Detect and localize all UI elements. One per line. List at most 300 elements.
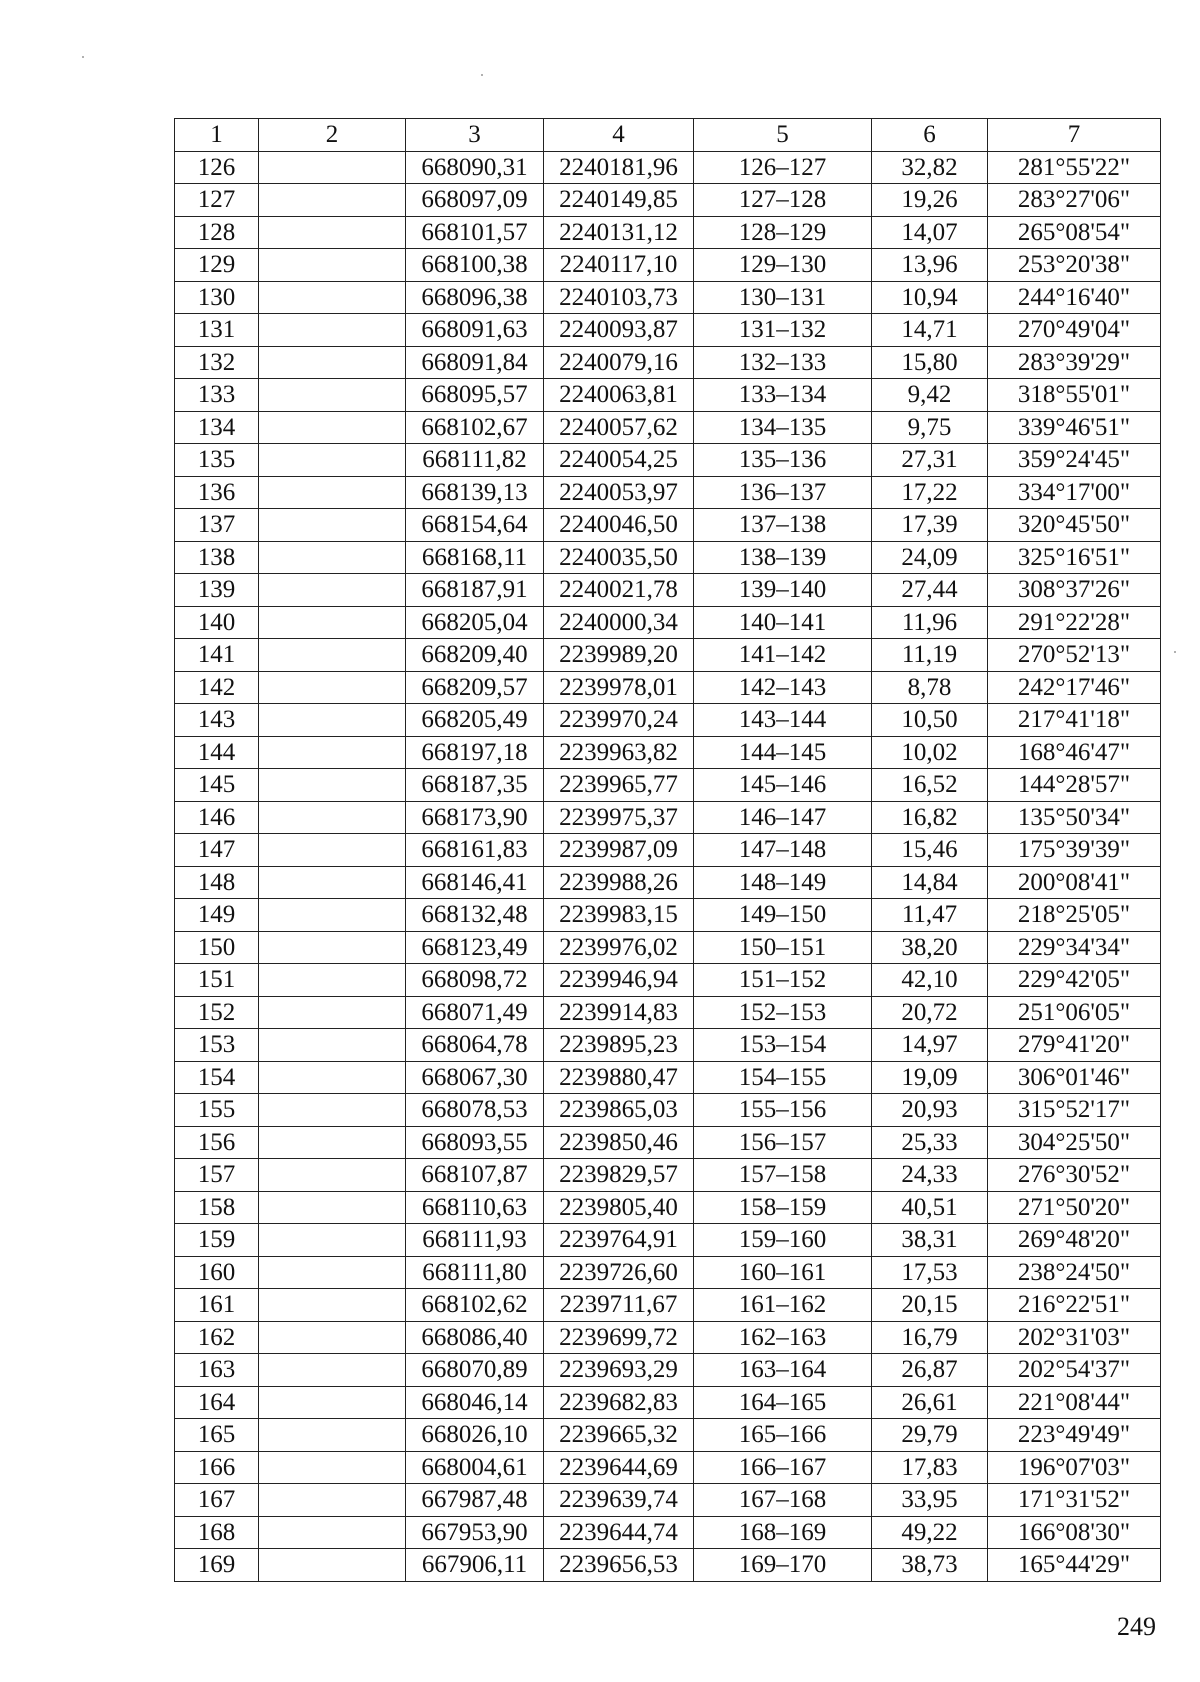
length-cell: 32,82 — [872, 151, 988, 184]
direction-angle-cell: 291°22'28" — [988, 606, 1161, 639]
point-number-cell: 162 — [175, 1321, 259, 1354]
direction-angle-cell: 171°31'52" — [988, 1484, 1161, 1517]
segment-cell: 133–134 — [694, 379, 872, 412]
y-coordinate-cell: 2240046,50 — [544, 509, 694, 542]
x-coordinate-cell: 668146,41 — [406, 866, 544, 899]
point-label-cell — [259, 1094, 406, 1127]
point-label-cell — [259, 411, 406, 444]
point-label-cell — [259, 1321, 406, 1354]
point-number-cell: 146 — [175, 801, 259, 834]
y-coordinate-cell: 2240063,81 — [544, 379, 694, 412]
x-coordinate-cell: 668161,83 — [406, 834, 544, 867]
direction-angle-cell: 216°22'51" — [988, 1289, 1161, 1322]
point-number-cell: 153 — [175, 1029, 259, 1062]
segment-cell: 149–150 — [694, 899, 872, 932]
direction-angle-cell: 359°24'45" — [988, 444, 1161, 477]
point-number-cell: 168 — [175, 1516, 259, 1549]
length-cell: 19,26 — [872, 184, 988, 217]
table-row — [175, 1354, 1161, 1387]
y-coordinate-cell: 2240149,85 — [544, 184, 694, 217]
table-row — [175, 1191, 1161, 1224]
direction-angle-cell: 135°50'34" — [988, 801, 1161, 834]
x-coordinate-cell: 668098,72 — [406, 964, 544, 997]
y-coordinate-cell: 2239829,57 — [544, 1159, 694, 1192]
point-number-cell: 138 — [175, 541, 259, 574]
point-label-cell — [259, 1191, 406, 1224]
length-cell: 15,80 — [872, 346, 988, 379]
point-label-cell — [259, 964, 406, 997]
x-coordinate-cell: 668123,49 — [406, 931, 544, 964]
y-coordinate-cell: 2239880,47 — [544, 1061, 694, 1094]
y-coordinate-cell: 2239644,74 — [544, 1516, 694, 1549]
point-number-cell: 154 — [175, 1061, 259, 1094]
x-coordinate-cell: 668102,67 — [406, 411, 544, 444]
direction-angle-cell: 320°45'50" — [988, 509, 1161, 542]
x-coordinate-cell: 667987,48 — [406, 1484, 544, 1517]
x-coordinate-cell: 668209,40 — [406, 639, 544, 672]
length-cell: 11,19 — [872, 639, 988, 672]
y-coordinate-cell: 2239699,72 — [544, 1321, 694, 1354]
y-coordinate-cell: 2239976,02 — [544, 931, 694, 964]
point-number-cell: 147 — [175, 834, 259, 867]
segment-cell: 161–162 — [694, 1289, 872, 1322]
table-row — [175, 671, 1161, 704]
length-cell: 10,50 — [872, 704, 988, 737]
point-number-cell: 133 — [175, 379, 259, 412]
y-coordinate-cell: 2239644,69 — [544, 1451, 694, 1484]
length-cell: 17,83 — [872, 1451, 988, 1484]
table-row — [175, 1289, 1161, 1322]
length-cell: 26,87 — [872, 1354, 988, 1387]
direction-angle-cell: 279°41'20" — [988, 1029, 1161, 1062]
segment-cell: 152–153 — [694, 996, 872, 1029]
x-coordinate-cell: 667906,11 — [406, 1549, 544, 1582]
y-coordinate-cell: 2240093,87 — [544, 314, 694, 347]
x-coordinate-cell: 668091,63 — [406, 314, 544, 347]
point-label-cell — [259, 1256, 406, 1289]
table-row — [175, 1126, 1161, 1159]
segment-cell: 136–137 — [694, 476, 872, 509]
direction-angle-cell: 165°44'29" — [988, 1549, 1161, 1582]
length-cell: 26,61 — [872, 1386, 988, 1419]
segment-cell: 151–152 — [694, 964, 872, 997]
table-row — [175, 639, 1161, 672]
point-number-cell: 134 — [175, 411, 259, 444]
point-number-cell: 165 — [175, 1419, 259, 1452]
segment-cell: 163–164 — [694, 1354, 872, 1387]
direction-angle-cell: 229°34'34" — [988, 931, 1161, 964]
segment-cell: 155–156 — [694, 1094, 872, 1127]
point-number-cell: 149 — [175, 899, 259, 932]
length-cell: 20,93 — [872, 1094, 988, 1127]
column-header: 7 — [988, 119, 1161, 152]
table-header-row — [175, 119, 1161, 152]
x-coordinate-cell: 668067,30 — [406, 1061, 544, 1094]
table-row — [175, 1061, 1161, 1094]
table-row — [175, 574, 1161, 607]
point-number-cell: 160 — [175, 1256, 259, 1289]
x-coordinate-cell: 668071,49 — [406, 996, 544, 1029]
point-number-cell: 161 — [175, 1289, 259, 1322]
coordinates-table — [174, 118, 1161, 1582]
direction-angle-cell: 270°49'04" — [988, 314, 1161, 347]
length-cell: 8,78 — [872, 671, 988, 704]
direction-angle-cell: 200°08'41" — [988, 866, 1161, 899]
table-row — [175, 899, 1161, 932]
length-cell: 40,51 — [872, 1191, 988, 1224]
point-number-cell: 130 — [175, 281, 259, 314]
y-coordinate-cell: 2239975,37 — [544, 801, 694, 834]
point-number-cell: 141 — [175, 639, 259, 672]
point-label-cell — [259, 1159, 406, 1192]
y-coordinate-cell: 2239914,83 — [544, 996, 694, 1029]
segment-cell: 167–168 — [694, 1484, 872, 1517]
y-coordinate-cell: 2240000,34 — [544, 606, 694, 639]
segment-cell: 128–129 — [694, 216, 872, 249]
y-coordinate-cell: 2239965,77 — [544, 769, 694, 802]
direction-angle-cell: 218°25'05" — [988, 899, 1161, 932]
point-label-cell — [259, 834, 406, 867]
y-coordinate-cell: 2239711,67 — [544, 1289, 694, 1322]
scan-speck — [481, 74, 483, 76]
y-coordinate-cell: 2239987,09 — [544, 834, 694, 867]
point-label-cell — [259, 249, 406, 282]
y-coordinate-cell: 2239983,15 — [544, 899, 694, 932]
segment-cell: 131–132 — [694, 314, 872, 347]
y-coordinate-cell: 2240079,16 — [544, 346, 694, 379]
point-label-cell — [259, 606, 406, 639]
point-label-cell — [259, 1549, 406, 1582]
point-number-cell: 137 — [175, 509, 259, 542]
length-cell: 10,94 — [872, 281, 988, 314]
point-number-cell: 127 — [175, 184, 259, 217]
direction-angle-cell: 281°55'22" — [988, 151, 1161, 184]
table-row — [175, 1419, 1161, 1452]
point-label-cell — [259, 281, 406, 314]
y-coordinate-cell: 2239989,20 — [544, 639, 694, 672]
point-label-cell — [259, 1354, 406, 1387]
point-label-cell — [259, 1419, 406, 1452]
length-cell: 11,96 — [872, 606, 988, 639]
x-coordinate-cell: 668086,40 — [406, 1321, 544, 1354]
y-coordinate-cell: 2239805,40 — [544, 1191, 694, 1224]
point-label-cell — [259, 996, 406, 1029]
point-number-cell: 148 — [175, 866, 259, 899]
direction-angle-cell: 202°31'03" — [988, 1321, 1161, 1354]
point-label-cell — [259, 151, 406, 184]
direction-angle-cell: 202°54'37" — [988, 1354, 1161, 1387]
length-cell: 33,95 — [872, 1484, 988, 1517]
x-coordinate-cell: 668187,35 — [406, 769, 544, 802]
page-number: 249 — [1117, 1612, 1156, 1641]
x-coordinate-cell: 668100,38 — [406, 249, 544, 282]
point-number-cell: 158 — [175, 1191, 259, 1224]
scan-speck — [82, 56, 84, 58]
length-cell: 24,09 — [872, 541, 988, 574]
y-coordinate-cell: 2239682,83 — [544, 1386, 694, 1419]
point-label-cell — [259, 899, 406, 932]
segment-cell: 148–149 — [694, 866, 872, 899]
table-row — [175, 866, 1161, 899]
table-row — [175, 444, 1161, 477]
segment-cell: 138–139 — [694, 541, 872, 574]
segment-cell: 169–170 — [694, 1549, 872, 1582]
column-header: 4 — [544, 119, 694, 152]
point-label-cell — [259, 736, 406, 769]
y-coordinate-cell: 2239850,46 — [544, 1126, 694, 1159]
length-cell: 38,73 — [872, 1549, 988, 1582]
point-label-cell — [259, 314, 406, 347]
length-cell: 38,31 — [872, 1224, 988, 1257]
point-label-cell — [259, 866, 406, 899]
length-cell: 17,22 — [872, 476, 988, 509]
table-row — [175, 736, 1161, 769]
column-header: 3 — [406, 119, 544, 152]
point-number-cell: 159 — [175, 1224, 259, 1257]
direction-angle-cell: 238°24'50" — [988, 1256, 1161, 1289]
table-row — [175, 1321, 1161, 1354]
y-coordinate-cell: 2240053,97 — [544, 476, 694, 509]
length-cell: 14,97 — [872, 1029, 988, 1062]
segment-cell: 159–160 — [694, 1224, 872, 1257]
direction-angle-cell: 339°46'51" — [988, 411, 1161, 444]
point-label-cell — [259, 1029, 406, 1062]
direction-angle-cell: 265°08'54" — [988, 216, 1161, 249]
length-cell: 14,84 — [872, 866, 988, 899]
x-coordinate-cell: 668205,49 — [406, 704, 544, 737]
point-label-cell — [259, 574, 406, 607]
length-cell: 25,33 — [872, 1126, 988, 1159]
point-label-cell — [259, 1289, 406, 1322]
segment-cell: 162–163 — [694, 1321, 872, 1354]
direction-angle-cell: 308°37'26" — [988, 574, 1161, 607]
direction-angle-cell: 276°30'52" — [988, 1159, 1161, 1192]
column-header: 2 — [259, 119, 406, 152]
direction-angle-cell: 223°49'49" — [988, 1419, 1161, 1452]
point-label-cell — [259, 1224, 406, 1257]
segment-cell: 142–143 — [694, 671, 872, 704]
point-number-cell: 136 — [175, 476, 259, 509]
segment-cell: 132–133 — [694, 346, 872, 379]
point-label-cell — [259, 1484, 406, 1517]
y-coordinate-cell: 2240117,10 — [544, 249, 694, 282]
length-cell: 20,15 — [872, 1289, 988, 1322]
segment-cell: 168–169 — [694, 1516, 872, 1549]
point-label-cell — [259, 1386, 406, 1419]
x-coordinate-cell: 668026,10 — [406, 1419, 544, 1452]
segment-cell: 143–144 — [694, 704, 872, 737]
direction-angle-cell: 334°17'00" — [988, 476, 1161, 509]
segment-cell: 146–147 — [694, 801, 872, 834]
x-coordinate-cell: 668111,80 — [406, 1256, 544, 1289]
table-row — [175, 509, 1161, 542]
x-coordinate-cell: 668197,18 — [406, 736, 544, 769]
length-cell: 14,71 — [872, 314, 988, 347]
length-cell: 9,42 — [872, 379, 988, 412]
x-coordinate-cell: 668205,04 — [406, 606, 544, 639]
table-row — [175, 1386, 1161, 1419]
x-coordinate-cell: 668090,31 — [406, 151, 544, 184]
segment-cell: 134–135 — [694, 411, 872, 444]
point-number-cell: 142 — [175, 671, 259, 704]
x-coordinate-cell: 668004,61 — [406, 1451, 544, 1484]
length-cell: 16,82 — [872, 801, 988, 834]
segment-cell: 154–155 — [694, 1061, 872, 1094]
point-number-cell: 155 — [175, 1094, 259, 1127]
direction-angle-cell: 306°01'46" — [988, 1061, 1161, 1094]
y-coordinate-cell: 2239946,94 — [544, 964, 694, 997]
x-coordinate-cell: 668093,55 — [406, 1126, 544, 1159]
length-cell: 19,09 — [872, 1061, 988, 1094]
table-row — [175, 606, 1161, 639]
column-header: 1 — [175, 119, 259, 152]
y-coordinate-cell: 2240035,50 — [544, 541, 694, 574]
segment-cell: 150–151 — [694, 931, 872, 964]
direction-angle-cell: 244°16'40" — [988, 281, 1161, 314]
table-body — [175, 151, 1161, 1581]
table-row — [175, 1549, 1161, 1582]
x-coordinate-cell: 668132,48 — [406, 899, 544, 932]
segment-cell: 166–167 — [694, 1451, 872, 1484]
direction-angle-cell: 271°50'20" — [988, 1191, 1161, 1224]
table-row — [175, 1224, 1161, 1257]
x-coordinate-cell: 668097,09 — [406, 184, 544, 217]
point-number-cell: 145 — [175, 769, 259, 802]
point-number-cell: 131 — [175, 314, 259, 347]
point-number-cell: 151 — [175, 964, 259, 997]
table-row — [175, 476, 1161, 509]
y-coordinate-cell: 2240103,73 — [544, 281, 694, 314]
segment-cell: 129–130 — [694, 249, 872, 282]
point-label-cell — [259, 704, 406, 737]
x-coordinate-cell: 668111,82 — [406, 444, 544, 477]
direction-angle-cell: 166°08'30" — [988, 1516, 1161, 1549]
point-label-cell — [259, 769, 406, 802]
segment-cell: 147–148 — [694, 834, 872, 867]
x-coordinate-cell: 668154,64 — [406, 509, 544, 542]
y-coordinate-cell: 2239665,32 — [544, 1419, 694, 1452]
direction-angle-cell: 144°28'57" — [988, 769, 1161, 802]
table-row — [175, 411, 1161, 444]
direction-angle-cell: 251°06'05" — [988, 996, 1161, 1029]
x-coordinate-cell: 668110,63 — [406, 1191, 544, 1224]
segment-cell: 145–146 — [694, 769, 872, 802]
point-label-cell — [259, 216, 406, 249]
length-cell: 27,44 — [872, 574, 988, 607]
table-row — [175, 379, 1161, 412]
length-cell: 17,53 — [872, 1256, 988, 1289]
y-coordinate-cell: 2239639,74 — [544, 1484, 694, 1517]
table-row — [175, 346, 1161, 379]
point-number-cell: 152 — [175, 996, 259, 1029]
point-label-cell — [259, 1061, 406, 1094]
y-coordinate-cell: 2240054,25 — [544, 444, 694, 477]
length-cell: 38,20 — [872, 931, 988, 964]
direction-angle-cell: 217°41'18" — [988, 704, 1161, 737]
table-row — [175, 151, 1161, 184]
x-coordinate-cell: 668095,57 — [406, 379, 544, 412]
x-coordinate-cell: 668101,57 — [406, 216, 544, 249]
segment-cell: 130–131 — [694, 281, 872, 314]
point-number-cell: 164 — [175, 1386, 259, 1419]
x-coordinate-cell: 668078,53 — [406, 1094, 544, 1127]
segment-cell: 126–127 — [694, 151, 872, 184]
segment-cell: 127–128 — [694, 184, 872, 217]
x-coordinate-cell: 668168,11 — [406, 541, 544, 574]
length-cell: 9,75 — [872, 411, 988, 444]
point-number-cell: 157 — [175, 1159, 259, 1192]
segment-cell: 137–138 — [694, 509, 872, 542]
point-label-cell — [259, 1451, 406, 1484]
point-label-cell — [259, 671, 406, 704]
table-row — [175, 216, 1161, 249]
x-coordinate-cell: 668173,90 — [406, 801, 544, 834]
table-row — [175, 1029, 1161, 1062]
point-label-cell — [259, 476, 406, 509]
segment-cell: 156–157 — [694, 1126, 872, 1159]
direction-angle-cell: 221°08'44" — [988, 1386, 1161, 1419]
y-coordinate-cell: 2239726,60 — [544, 1256, 694, 1289]
point-label-cell — [259, 444, 406, 477]
x-coordinate-cell: 668107,87 — [406, 1159, 544, 1192]
table-row — [175, 281, 1161, 314]
direction-angle-cell: 318°55'01" — [988, 379, 1161, 412]
length-cell: 14,07 — [872, 216, 988, 249]
length-cell: 27,31 — [872, 444, 988, 477]
y-coordinate-cell: 2239988,26 — [544, 866, 694, 899]
y-coordinate-cell: 2239693,29 — [544, 1354, 694, 1387]
x-coordinate-cell: 668096,38 — [406, 281, 544, 314]
x-coordinate-cell: 668064,78 — [406, 1029, 544, 1062]
table-row — [175, 769, 1161, 802]
table-row — [175, 1484, 1161, 1517]
point-label-cell — [259, 931, 406, 964]
point-number-cell: 132 — [175, 346, 259, 379]
segment-cell: 160–161 — [694, 1256, 872, 1289]
direction-angle-cell: 283°27'06" — [988, 184, 1161, 217]
length-cell: 42,10 — [872, 964, 988, 997]
x-coordinate-cell: 668070,89 — [406, 1354, 544, 1387]
point-label-cell — [259, 639, 406, 672]
table-row — [175, 704, 1161, 737]
direction-angle-cell: 196°07'03" — [988, 1451, 1161, 1484]
y-coordinate-cell: 2239970,24 — [544, 704, 694, 737]
segment-cell: 135–136 — [694, 444, 872, 477]
table-row — [175, 1159, 1161, 1192]
point-number-cell: 166 — [175, 1451, 259, 1484]
point-number-cell: 129 — [175, 249, 259, 282]
column-header: 5 — [694, 119, 872, 152]
direction-angle-cell: 304°25'50" — [988, 1126, 1161, 1159]
point-number-cell: 163 — [175, 1354, 259, 1387]
segment-cell: 153–154 — [694, 1029, 872, 1062]
segment-cell: 165–166 — [694, 1419, 872, 1452]
y-coordinate-cell: 2239656,53 — [544, 1549, 694, 1582]
scan-speck — [1174, 651, 1176, 653]
point-number-cell: 156 — [175, 1126, 259, 1159]
table-row — [175, 801, 1161, 834]
y-coordinate-cell: 2240057,62 — [544, 411, 694, 444]
segment-cell: 157–158 — [694, 1159, 872, 1192]
point-number-cell: 139 — [175, 574, 259, 607]
y-coordinate-cell: 2240131,12 — [544, 216, 694, 249]
length-cell: 15,46 — [872, 834, 988, 867]
x-coordinate-cell: 668102,62 — [406, 1289, 544, 1322]
point-number-cell: 150 — [175, 931, 259, 964]
direction-angle-cell: 269°48'20" — [988, 1224, 1161, 1257]
table-row — [175, 1516, 1161, 1549]
segment-cell: 164–165 — [694, 1386, 872, 1419]
